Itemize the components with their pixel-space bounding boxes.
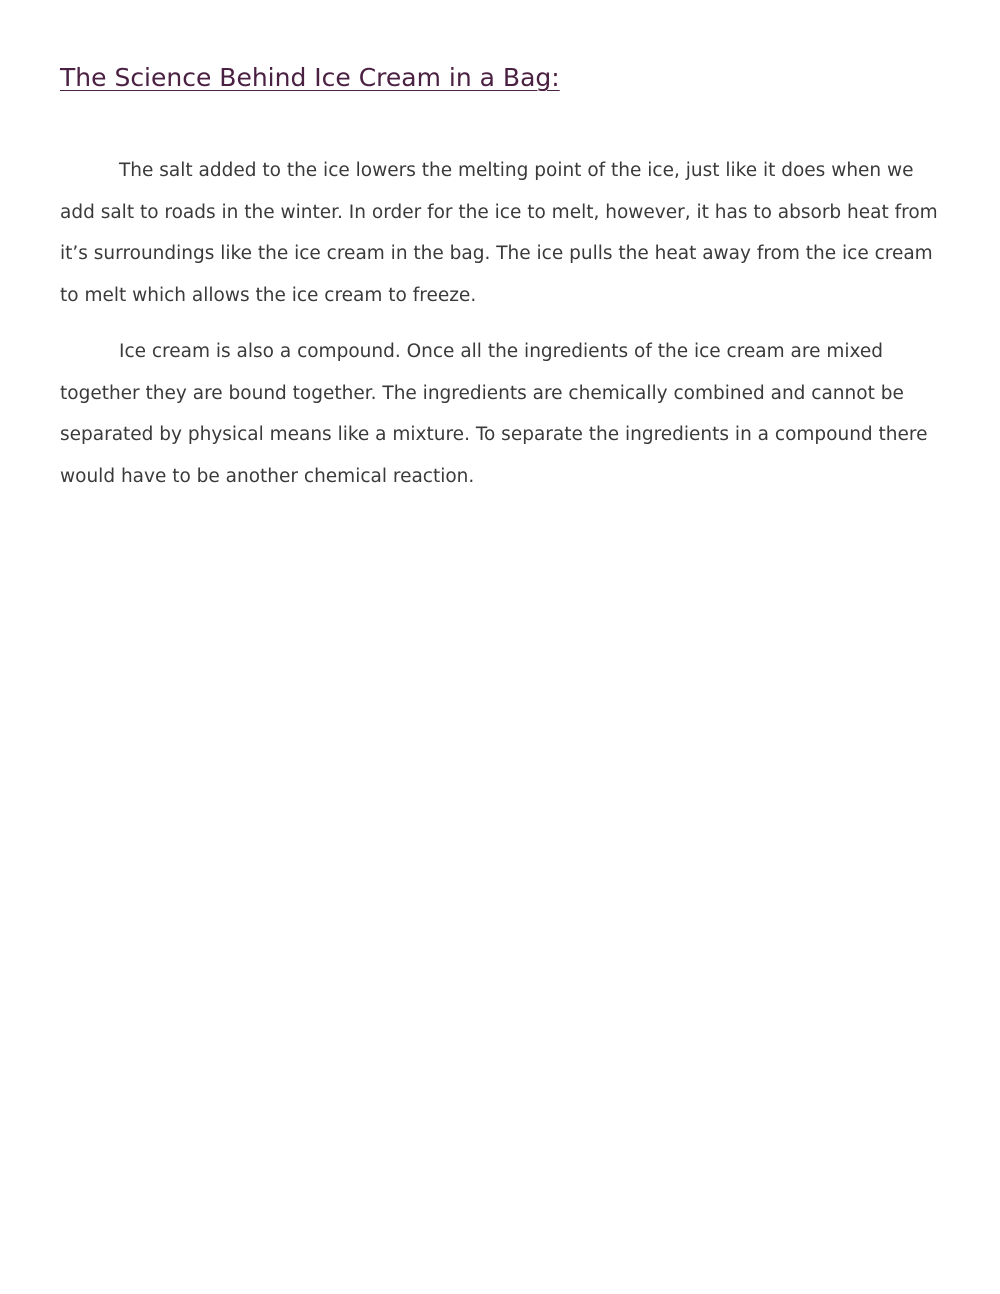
paragraph-salt-ice: The salt added to the ice lowers the melting point of the ice, just like it does when we add salt to roads in the winter. In order for the ice to melt, however, it has to absorb heat from it’s surroundings like the ice cream in the bag. The ice pulls the heat away from the ice cream to melt which allows the ice cream to freeze.: [60, 160, 938, 306]
paragraph-compound: Ice cream is also a compound. Once all the ingredients of the ice cream are mixed together they are bound together. The ingredients are chemically combined and cannot be separated by physical means like a mixture. To separate the ingredients in a compound there would have to be another chemical reaction.: [60, 341, 928, 487]
document-body: [60, 150, 940, 512]
document-title: The Science Behind Ice Cream in a Bag:: [60, 63, 560, 92]
